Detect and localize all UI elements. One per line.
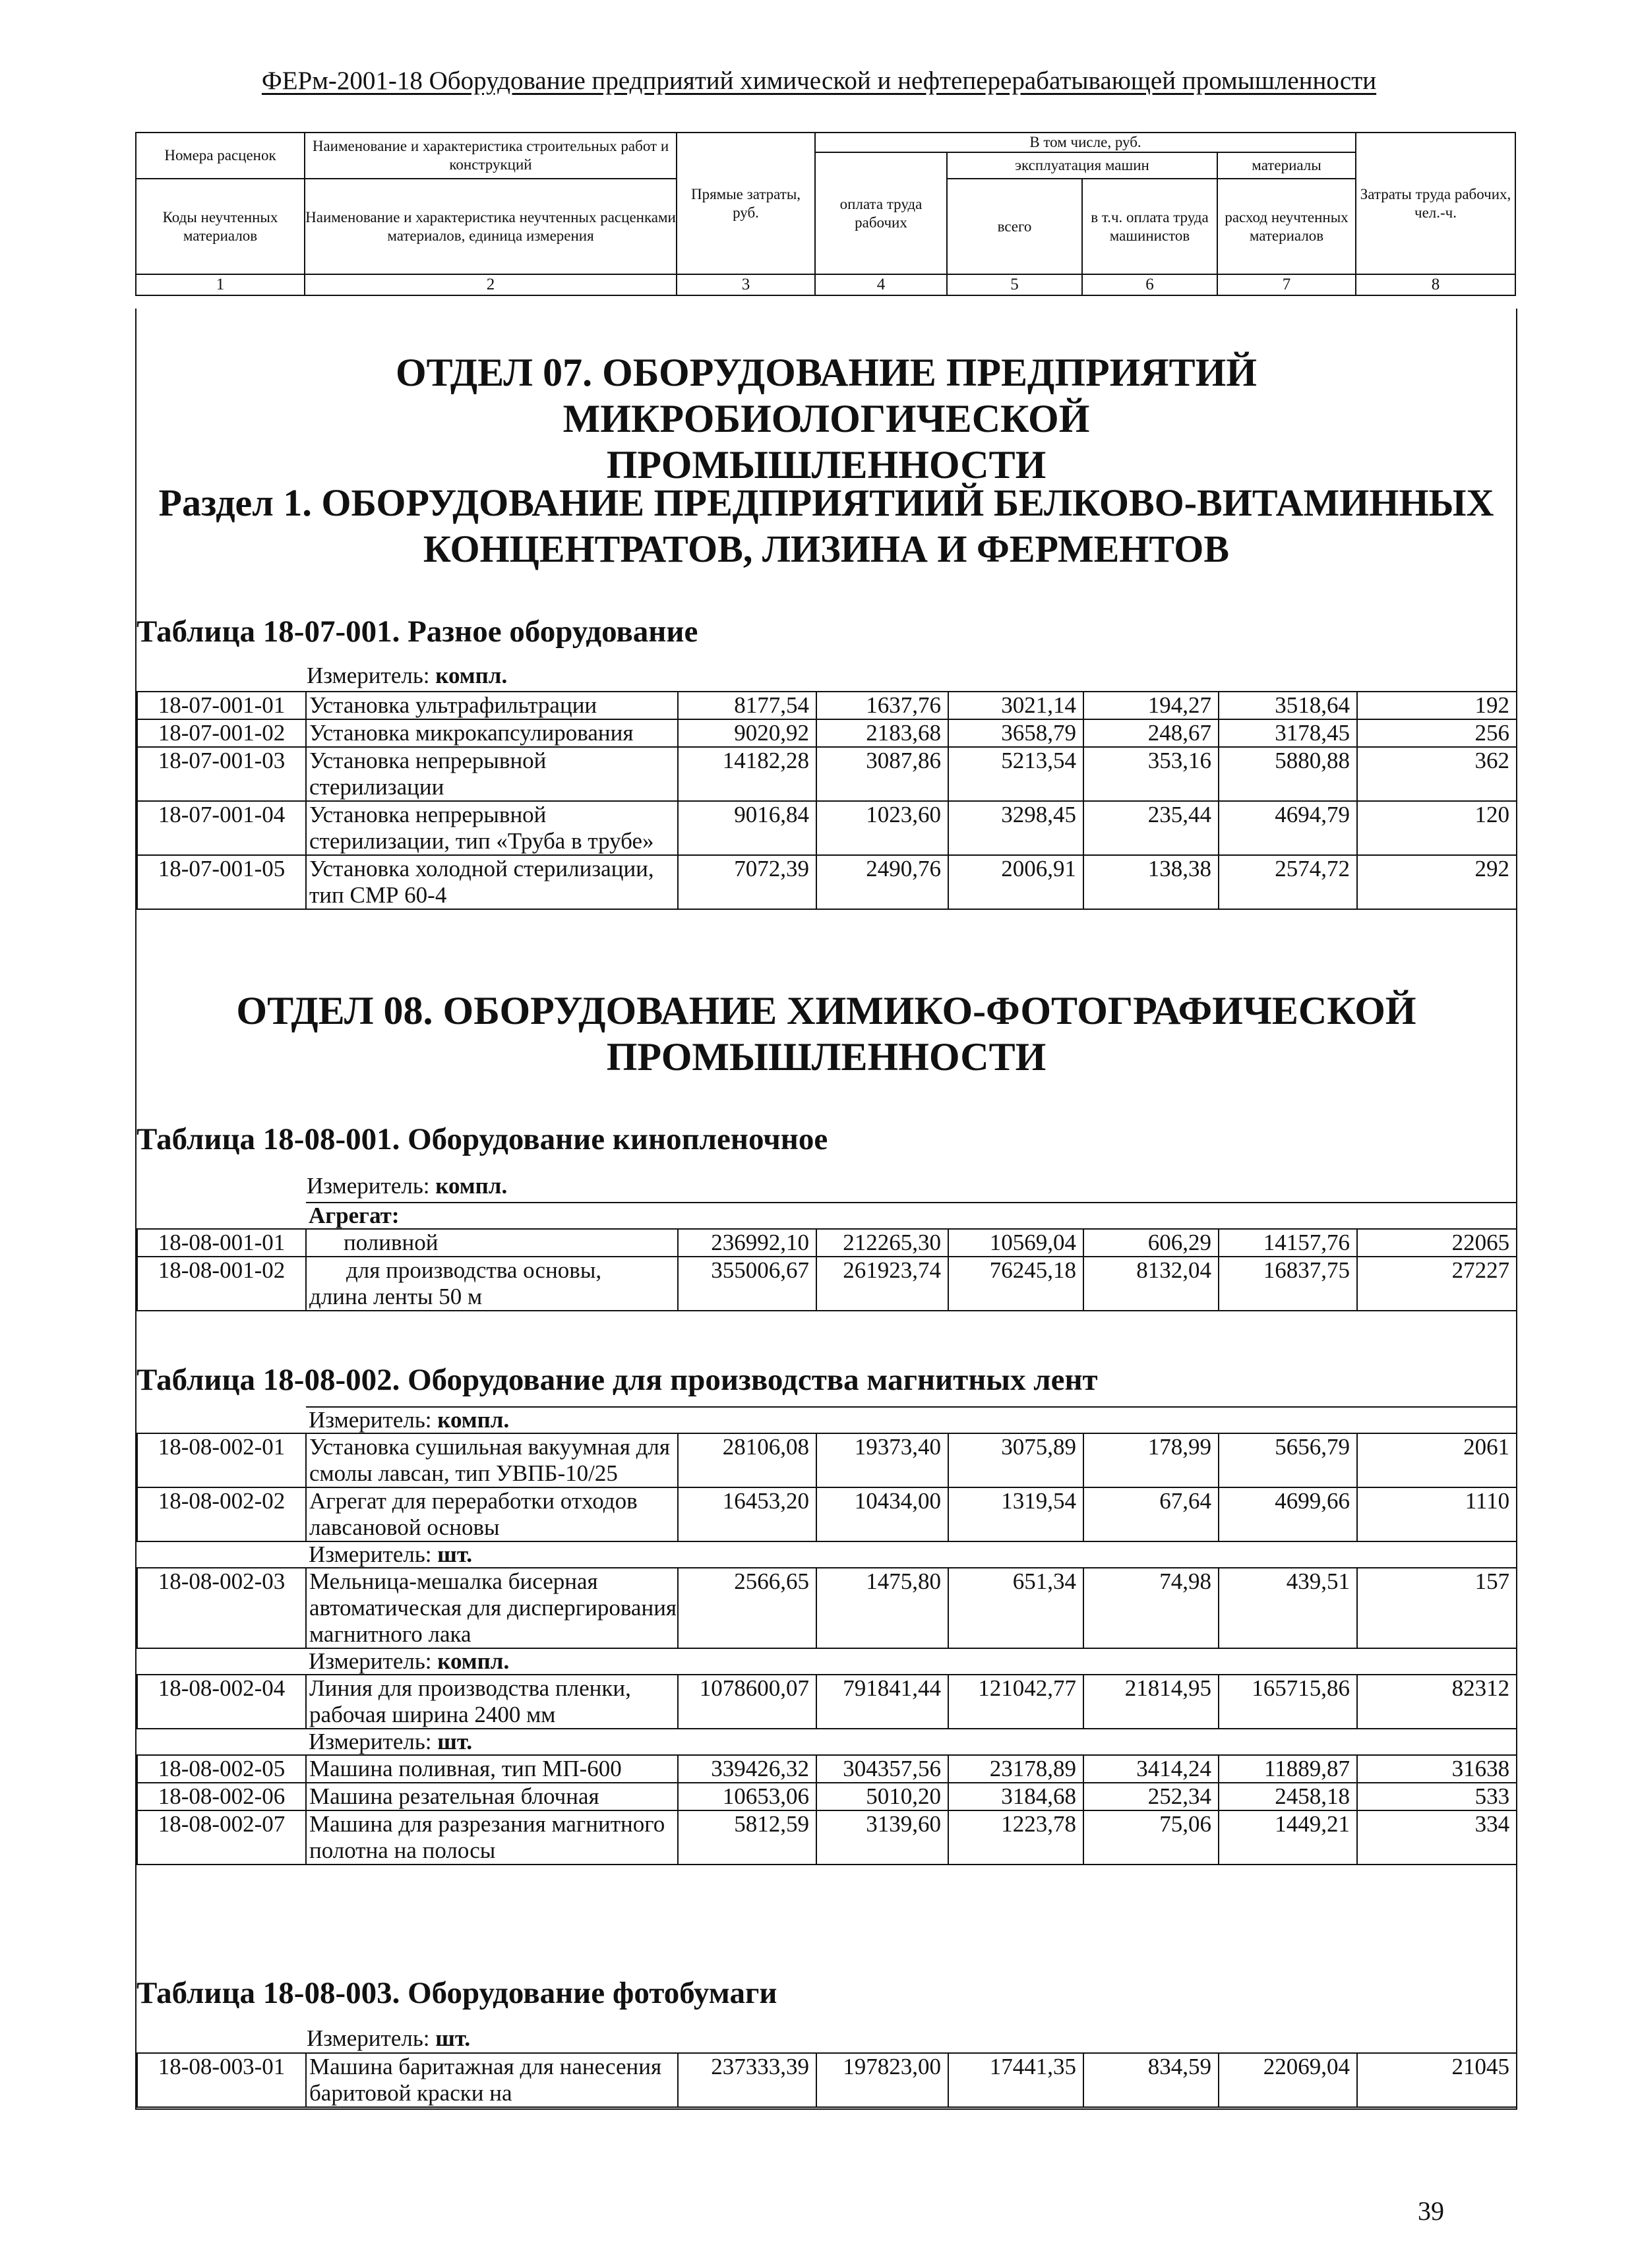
machinist-pay: 353,16 (1083, 747, 1219, 801)
materials: 165715,86 (1219, 1675, 1357, 1729)
direct-costs: 10653,06 (678, 1783, 816, 1810)
heading-line: ПРОМЫШЛЕННОСТИ (606, 1035, 1046, 1079)
machines-header: эксплуатация машин (947, 152, 1217, 179)
rate-code: 18-08-001-02 (137, 1257, 306, 1311)
table-row (137, 855, 1517, 909)
machines-total: 651,34 (948, 1568, 1083, 1648)
machines-total: 5213,54 (948, 747, 1083, 801)
rate-name-line: для производства основы, (346, 1257, 602, 1283)
heading-line: ОТДЕЛ 07. ОБОРУДОВАНИЕ ПРЕДПРИЯТИЙ МИКРОБИОЛОГИЧЕСКОЙ (395, 351, 1258, 440)
col5-header: всего (947, 179, 1082, 274)
measure-label: Измеритель: (309, 1541, 432, 1567)
direct-costs: 16453,20 (678, 1487, 816, 1541)
rate-name: Установка холодной стерилизации, тип СМР 60-4 (306, 855, 678, 909)
labor-hours: 22065 (1357, 1229, 1517, 1257)
group-label: Агрегат: (306, 1203, 1517, 1229)
table-row (137, 1433, 1517, 1487)
labor-hours: 256 (1357, 719, 1517, 747)
heading-line: Раздел 1. ОБОРУДОВАНИЕ ПРЕДПРИЯТИИЙ БЕЛКОВО-ВИТАМИННЫХ (158, 481, 1494, 524)
machines-total: 3658,79 (948, 719, 1083, 747)
rate-code: 18-07-001-02 (137, 719, 306, 747)
measure-line (306, 1407, 1517, 1433)
col8-header: Затраты труда рабочих, чел.-ч. (1356, 133, 1515, 274)
labor-hours: 120 (1357, 801, 1517, 855)
heading-line: ПРОМЫШЛЕННОСТИ (606, 443, 1046, 487)
machines-total: 121042,77 (948, 1675, 1083, 1729)
measure-unit: компл. (435, 663, 508, 688)
col-number: 6 (1082, 274, 1217, 295)
materials: 3518,64 (1219, 692, 1357, 719)
labor-hours: 362 (1357, 747, 1517, 801)
rate-code: 18-08-002-03 (137, 1568, 306, 1648)
machinist-pay: 248,67 (1083, 719, 1219, 747)
col7-header: расход неучтенных материалов (1217, 179, 1356, 274)
rate-code: 18-08-002-04 (137, 1675, 306, 1729)
rate-name: Установка непрерывной стерилизации, тип «Труба в трубе» (306, 801, 678, 855)
direct-costs: 28106,08 (678, 1433, 816, 1487)
rate-name: Установка сушильная вакуумная для смолы лавсан, тип УВПБ-10/25 (306, 1433, 678, 1487)
worker-pay: 1637,76 (816, 692, 948, 719)
machines-total: 3184,68 (948, 1783, 1083, 1810)
measure-label: Измеритель: (307, 663, 430, 688)
col6-header: в т.ч. оплата труда машинистов (1082, 179, 1217, 274)
rate-code: 18-07-001-01 (137, 692, 306, 719)
labor-hours: 27227 (1357, 1257, 1517, 1311)
table-row (137, 1675, 1517, 1729)
section-heading-otdel07 (136, 349, 1516, 488)
rates-table-18-08-001 (136, 1202, 1517, 1311)
table-row (137, 1568, 1517, 1648)
table-row (137, 1810, 1517, 1865)
table-row (137, 747, 1517, 801)
labor-hours: 31638 (1357, 1755, 1517, 1783)
heading-line: ОТДЕЛ 08. ОБОРУДОВАНИЕ ХИМИКО-ФОТОГРАФИЧЕСКОЙ (236, 989, 1416, 1032)
table-title: Таблица 18-08-001. Оборудование кинопленочное (136, 1122, 828, 1156)
materials: 5656,79 (1219, 1433, 1357, 1487)
document-body (135, 309, 1517, 2110)
worker-pay: 5010,20 (816, 1783, 948, 1810)
rate-name: Установка непрерывной стерилизации (306, 747, 678, 801)
materials: 3178,45 (1219, 719, 1357, 747)
col3-header: Прямые затраты, руб. (677, 133, 815, 274)
materials: 16837,75 (1219, 1257, 1357, 1311)
rate-code: 18-08-002-07 (137, 1810, 306, 1865)
rate-name-line: длина ленты 50 м (309, 1284, 483, 1309)
rate-name: Установка микрокапсулирования (306, 719, 678, 747)
worker-pay: 2490,76 (816, 855, 948, 909)
labor-hours: 533 (1357, 1783, 1517, 1810)
page-number: 39 (1418, 2196, 1444, 2226)
machines-total: 3298,45 (948, 801, 1083, 855)
col-number: 5 (947, 274, 1082, 295)
rate-code: 18-08-001-01 (137, 1229, 306, 1257)
direct-costs: 5812,59 (678, 1810, 816, 1865)
table-title: Таблица 18-07-001. Разное оборудование (136, 614, 698, 649)
machines-total: 76245,18 (948, 1257, 1083, 1311)
measure-line (136, 662, 1638, 690)
materials: 11889,87 (1219, 1755, 1357, 1783)
rate-code: 18-08-002-06 (137, 1783, 306, 1810)
measure-line (306, 1648, 1517, 1675)
worker-pay: 261923,74 (816, 1257, 948, 1311)
measure-label: Измеритель: (307, 2025, 430, 2051)
materials: 5880,88 (1219, 747, 1357, 801)
machinist-pay: 834,59 (1083, 2053, 1219, 2107)
rate-name: Агрегат для переработки отходов лавсановой основы (306, 1487, 678, 1541)
col-number: 7 (1217, 274, 1356, 295)
measure-unit: компл. (437, 1407, 510, 1433)
machines-total: 2006,91 (948, 855, 1083, 909)
materials: 22069,04 (1219, 2053, 1357, 2107)
labor-hours: 334 (1357, 1810, 1517, 1865)
col4-header: оплата труда рабочих (815, 152, 947, 274)
rate-name: поливной (306, 1229, 678, 1257)
machines-total: 1319,54 (948, 1487, 1083, 1541)
worker-pay: 197823,00 (816, 2053, 948, 2107)
worker-pay: 2183,68 (816, 719, 948, 747)
direct-costs: 2566,65 (678, 1568, 816, 1648)
materials: 4699,66 (1219, 1487, 1357, 1541)
worker-pay: 1475,80 (816, 1568, 948, 1648)
rates-table-18-07-001 (136, 691, 1517, 910)
worker-pay: 10434,00 (816, 1487, 948, 1541)
rate-code: 18-08-002-01 (137, 1433, 306, 1487)
column-header-table (135, 132, 1516, 296)
materials: 439,51 (1219, 1568, 1357, 1648)
direct-costs: 236992,10 (678, 1229, 816, 1257)
direct-costs: 355006,67 (678, 1257, 816, 1311)
measure-unit: шт. (437, 1541, 473, 1567)
labor-hours: 2061 (1357, 1433, 1517, 1487)
machines-total: 3075,89 (948, 1433, 1083, 1487)
machines-total: 23178,89 (948, 1755, 1083, 1783)
rate-name (306, 1257, 678, 1311)
col-number: 3 (677, 274, 815, 295)
machinist-pay: 75,06 (1083, 1810, 1219, 1865)
labor-hours: 1110 (1357, 1487, 1517, 1541)
direct-costs: 1078600,07 (678, 1675, 816, 1729)
measure-label: Измеритель: (307, 1173, 430, 1199)
col-number: 2 (305, 274, 677, 295)
section-heading-razdel1 (136, 480, 1516, 572)
machinist-pay: 3414,24 (1083, 1755, 1219, 1783)
machines-total: 10569,04 (948, 1229, 1083, 1257)
running-head: ФЕРм-2001-18 Оборудование предприятий химической и нефтеперерабатывающей промышленности (261, 67, 1377, 95)
table-row (137, 1783, 1517, 1810)
table-row (137, 801, 1517, 855)
machinist-pay: 67,64 (1083, 1487, 1219, 1541)
labor-hours: 21045 (1357, 2053, 1517, 2107)
measure-line (306, 1541, 1517, 1568)
rate-name: Установка ультрафильтрации (306, 692, 678, 719)
machinist-pay: 606,29 (1083, 1229, 1219, 1257)
machinist-pay: 194,27 (1083, 692, 1219, 719)
machinist-pay: 74,98 (1083, 1568, 1219, 1648)
table-title: Таблица 18-08-003. Оборудование фотобумаги (136, 1976, 777, 2010)
rate-code: 18-07-001-03 (137, 747, 306, 801)
materials: 14157,76 (1219, 1229, 1357, 1257)
measure-line (136, 2025, 1638, 2052)
including-header: В том числе, руб. (815, 133, 1356, 152)
labor-hours: 157 (1357, 1568, 1517, 1648)
rate-code: 18-08-003-01 (137, 2053, 306, 2107)
rate-code: 18-07-001-05 (137, 855, 306, 909)
col-number: 1 (136, 274, 305, 295)
rate-code: 18-08-002-05 (137, 1755, 306, 1783)
rate-name: Машина для разрезания магнитного полотна на полосы (306, 1810, 678, 1865)
col1-header-a: Номера расценок (136, 133, 305, 179)
table-row (137, 719, 1517, 747)
table-row (137, 1487, 1517, 1541)
measure-label: Измеритель: (309, 1407, 432, 1433)
measure-unit: шт. (437, 1729, 473, 1754)
measure-line (136, 1172, 1638, 1200)
rate-code: 18-08-002-02 (137, 1487, 306, 1541)
rate-code: 18-07-001-04 (137, 801, 306, 855)
direct-costs: 9020,92 (678, 719, 816, 747)
labor-hours: 82312 (1357, 1675, 1517, 1729)
table-row (137, 1755, 1517, 1783)
materials: 1449,21 (1219, 1810, 1357, 1865)
measure-label: Измеритель: (309, 1648, 432, 1674)
machinist-pay: 235,44 (1083, 801, 1219, 855)
materials: 2574,72 (1219, 855, 1357, 909)
direct-costs: 14182,28 (678, 747, 816, 801)
rates-table-18-08-002 (136, 1406, 1517, 1865)
direct-costs: 237333,39 (678, 2053, 816, 2107)
direct-costs: 9016,84 (678, 801, 816, 855)
col1-header-b: Коды неучтенных материалов (136, 179, 305, 274)
worker-pay: 212265,30 (816, 1229, 948, 1257)
section-heading-otdel08 (136, 988, 1516, 1080)
labor-hours: 292 (1357, 855, 1517, 909)
machines-total: 3021,14 (948, 692, 1083, 719)
direct-costs: 339426,32 (678, 1755, 816, 1783)
machinist-pay: 8132,04 (1083, 1257, 1219, 1311)
worker-pay: 791841,44 (816, 1675, 948, 1729)
measure-unit: шт. (435, 2025, 471, 2051)
rates-table-18-08-003 (136, 2052, 1517, 2108)
machinist-pay: 138,38 (1083, 855, 1219, 909)
col2-header-b: Наименование и характеристика неучтенных расценками материалов, единица измерения (305, 179, 677, 274)
materials-header: материалы (1217, 152, 1356, 179)
rate-name: Машина баритажная для нанесения баритовой краски на (306, 2053, 678, 2107)
col2-header-a: Наименование и характеристика строительных работ и конструкций (305, 133, 677, 179)
measure-label: Измеритель: (309, 1729, 432, 1754)
worker-pay: 1023,60 (816, 801, 948, 855)
measure-unit: компл. (435, 1173, 508, 1199)
machinist-pay: 178,99 (1083, 1433, 1219, 1487)
machinist-pay: 21814,95 (1083, 1675, 1219, 1729)
col-number: 4 (815, 274, 947, 295)
rate-name: Машина поливная, тип МП-600 (306, 1755, 678, 1783)
direct-costs: 7072,39 (678, 855, 816, 909)
worker-pay: 304357,56 (816, 1755, 948, 1783)
worker-pay: 3087,86 (816, 747, 948, 801)
table-row (137, 692, 1517, 719)
direct-costs: 8177,54 (678, 692, 816, 719)
machinist-pay: 252,34 (1083, 1783, 1219, 1810)
measure-line (306, 1729, 1517, 1755)
rate-name: Мельница-мешалка бисерная автоматическая для диспергирования магнитного лака (306, 1568, 678, 1648)
table-row (137, 2053, 1517, 2107)
table-title: Таблица 18-08-002. Оборудование для производства магнитных лент (136, 1363, 1098, 1397)
worker-pay: 19373,40 (816, 1433, 948, 1487)
rate-name: Машина резательная блочная (306, 1783, 678, 1810)
rate-name: Линия для производства пленки, рабочая ширина 2400 мм (306, 1675, 678, 1729)
labor-hours: 192 (1357, 692, 1517, 719)
measure-unit: компл. (437, 1648, 510, 1674)
worker-pay: 3139,60 (816, 1810, 948, 1865)
col-number: 8 (1356, 274, 1515, 295)
heading-line: КОНЦЕНТРАТОВ, ЛИЗИНА И ФЕРМЕНТОВ (423, 527, 1230, 570)
machines-total: 1223,78 (948, 1810, 1083, 1865)
materials: 2458,18 (1219, 1783, 1357, 1810)
materials: 4694,79 (1219, 801, 1357, 855)
machines-total: 17441,35 (948, 2053, 1083, 2107)
